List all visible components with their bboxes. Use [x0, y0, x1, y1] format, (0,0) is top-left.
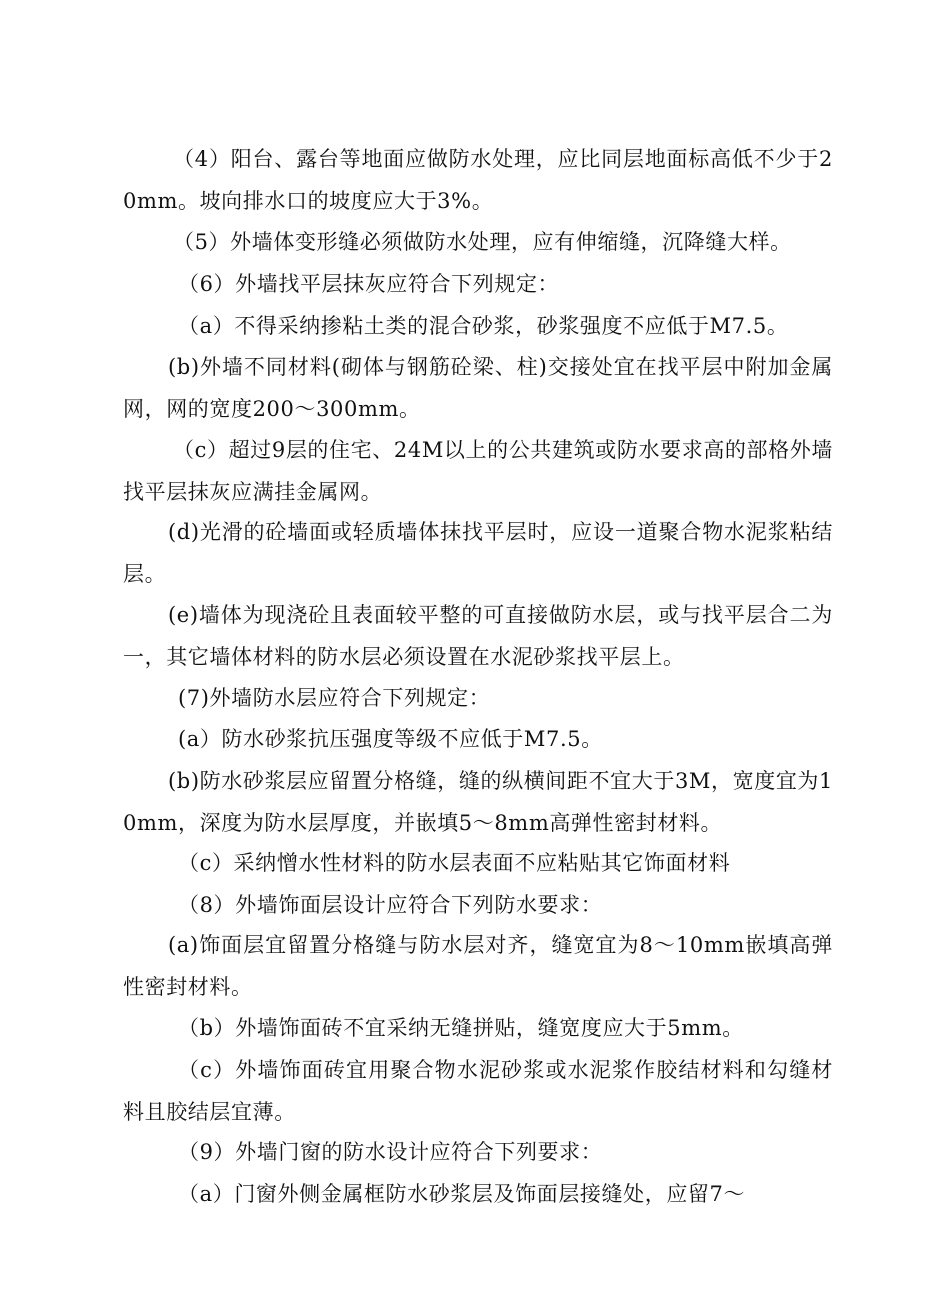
paragraph-6: （6）外墙找平层抹灰应符合下列规定： — [178, 272, 560, 296]
paragraph-8b: （b）外墙饰面砖不宜采纳无缝拼贴，缝宽度应大于5mm。 — [178, 1016, 744, 1040]
paragraph-6a: （a）不得采纳掺粘土类的混合砂浆，砂浆强度不应低于M7.5。 — [178, 314, 789, 338]
paragraph-7b: (b)防水砂浆层应留置分格缝，缝的纵横间距不宜大于3M，宽度宜为10mm，深度为防水层厚度，并嵌填5～8mm高弹性密封材料。 — [123, 769, 833, 835]
paragraph-5: （5）外墙体变形缝必须做防水处理，应有伸缩缝，沉降缝大样。 — [173, 230, 792, 254]
paragraph-8: （8）外墙饰面层设计应符合下列防水要求： — [178, 893, 603, 917]
paragraph-7: (7)外墙防水层应符合下列规定： — [178, 686, 491, 710]
paragraph-7a: (a）防水砂浆抗压强度等级不应低于M7.5。 — [178, 727, 603, 751]
paragraph-6d: (d)光滑的砼墙面或轻质墙体抹找平层时，应设一道聚合物水泥浆粘结层。 — [123, 520, 833, 586]
paragraph-8c: （c）外墙饰面砖宜用聚合物水泥砂浆或水泥浆作胶结材料和勾缝材料且胶结层宜薄。 — [123, 1058, 833, 1124]
paragraph-9: （9）外墙门窗的防水设计应符合下列要求： — [178, 1140, 603, 1164]
paragraph-9a: （a）门窗外侧金属框防水砂浆层及饰面层接缝处，应留7～ — [178, 1182, 746, 1206]
paragraph-7c: （c）采纳憎水性材料的防水层表面不应粘贴其它饰面材料 — [178, 851, 731, 875]
paragraph-6b: (b)外墙不同材料(砌体与钢筋砼梁、柱)交接处宜在找平层中附加金属网，网的宽度200～300mm。 — [123, 355, 833, 421]
paragraph-6e: (e)墙体为现浇砼且表面较平整的可直接做防水层，或与找平层合二为一，其它墙体材料的防水层必须设置在水泥砂浆找平层上。 — [123, 603, 833, 669]
paragraph-8a: (a)饰面层宜留置分格缝与防水层对齐，缝宽宜为8～10mm嵌填高弹性密封材料。 — [123, 933, 833, 999]
paragraph-6c: （c）超过9层的住宅、24M以上的公共建筑或防水要求高的部格外墙找平层抹灰应满挂金属网。 — [123, 438, 833, 504]
paragraph-4: （4）阳台、露台等地面应做防水处理，应比同层地面标高低不少于20mm。坡向排水口的坡度应大于3%。 — [123, 147, 833, 213]
